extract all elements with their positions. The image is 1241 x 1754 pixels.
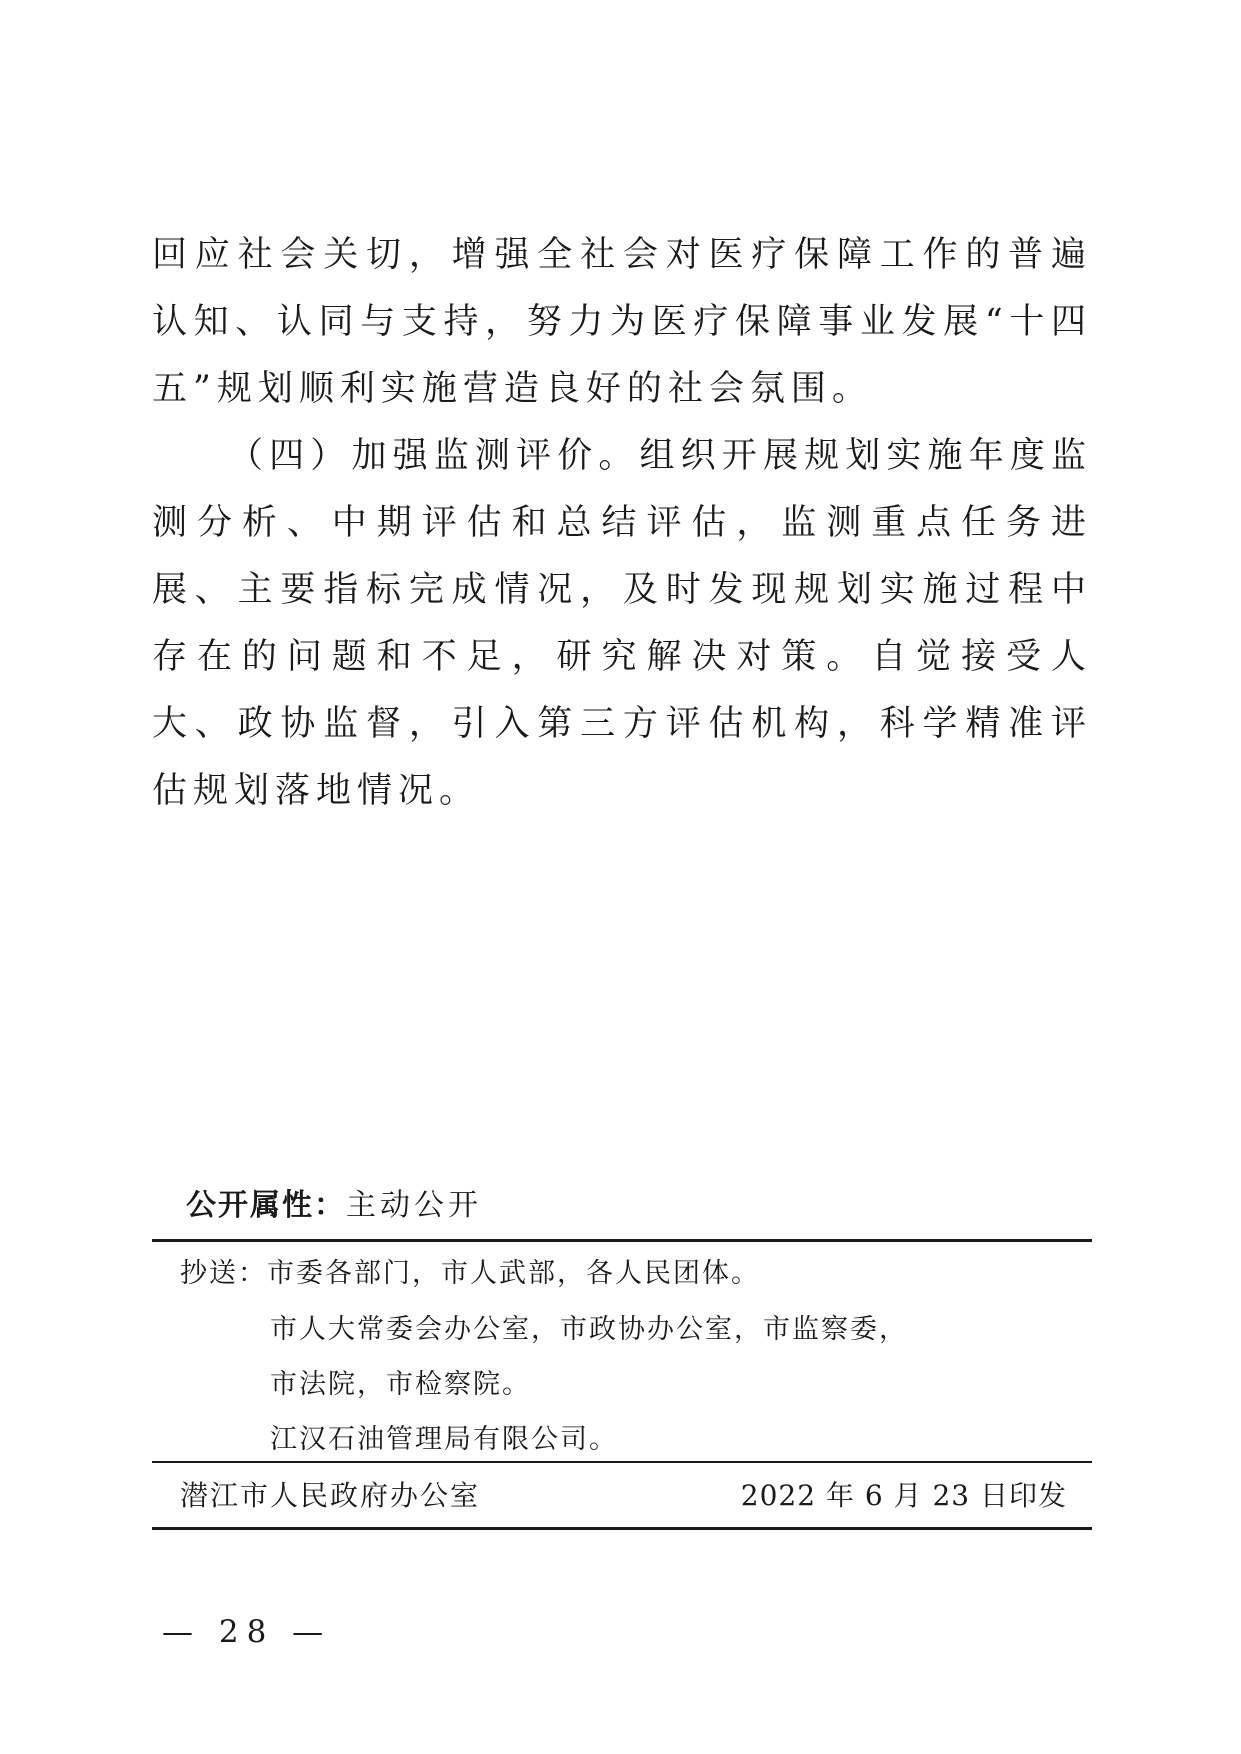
divider-bottom (152, 1527, 1092, 1530)
copy-to-line-3: 市法院，市检察院。 (270, 1369, 531, 1400)
divider-top (152, 1239, 1092, 1242)
issue-date: 2022 年 6 月 23 日印发 (740, 1479, 1067, 1512)
copy-to-line-4: 江汉石油管理局有限公司。 (270, 1424, 618, 1455)
disclosure-value: 主动公开 (346, 1188, 482, 1223)
body-text (152, 222, 1092, 825)
body-paragraph-2: （四）加强监测评价。组织开展规划实施年度监测分析、中期评估和总结评估，监测重点任务进展、主要指标完成情况，及时发现规划实施过程中存在的问题和不足，研究解决对策。自觉接受人大、政协监督，引入第三方评估机构，科学精准评估规划落地情况。 (152, 436, 1092, 811)
page-number: — 28 — (162, 1614, 332, 1650)
copy-to-line-1: 市委各部门，市人武部，各人民团体。 (267, 1258, 760, 1289)
divider-middle (152, 1461, 1092, 1463)
copy-to-label-line (180, 1256, 760, 1292)
copy-to-label: 抄送： (180, 1258, 267, 1289)
disclosure-label: 公开属性： (186, 1188, 346, 1223)
disclosure-attribute (186, 1186, 482, 1226)
copy-to-line-2: 市人大常委会办公室，市政协办公室，市监察委， (270, 1314, 908, 1345)
body-paragraph-1: 回应社会关切，增强全社会对医疗保障工作的普遍认知、认同与支持，努力为医疗保障事业发展“十四五”规划顺利实施营造良好的社会氛围。 (152, 235, 1092, 409)
issuer: 潜江市人民政府办公室 (180, 1479, 481, 1512)
